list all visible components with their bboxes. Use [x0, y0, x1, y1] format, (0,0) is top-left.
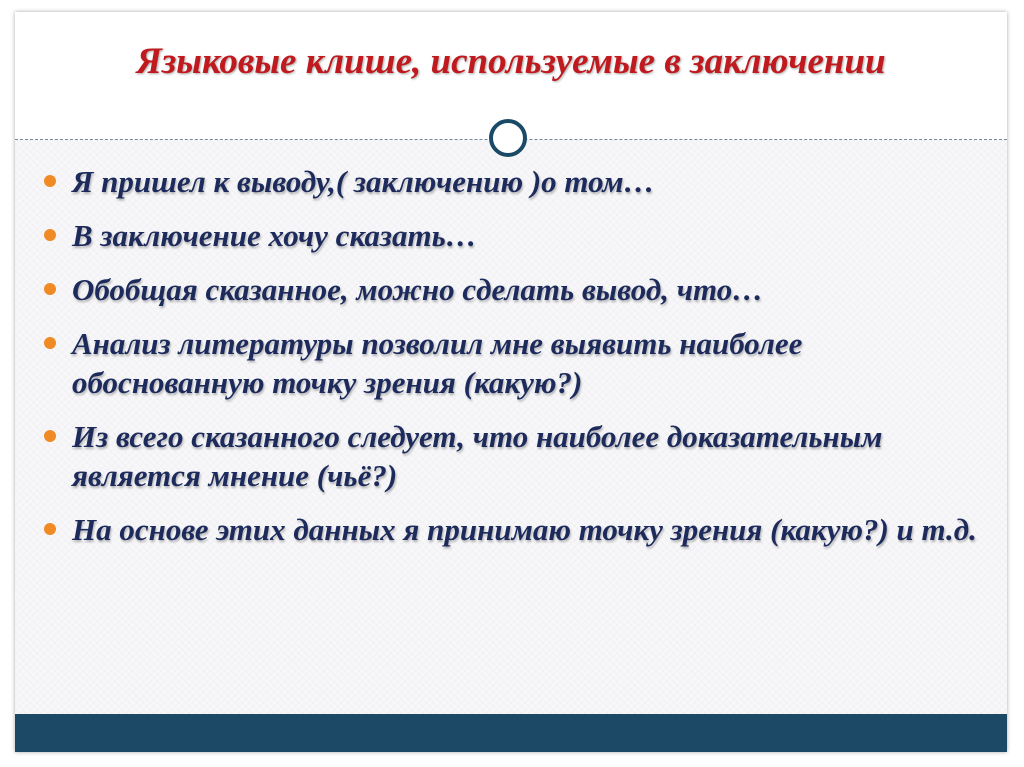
list-item-text: Обобщая сказанное, можно сделать вывод, что… [72, 272, 764, 307]
list-item-text: Я пришел к выводу,( заключению )о том… [72, 164, 655, 199]
list-item-text: Из всего сказанного следует, что наиболее доказательным является мнение (чьё?) [72, 419, 883, 493]
slide [15, 12, 1007, 752]
list-item-text: В заключение хочу сказать… [72, 218, 477, 253]
bullet-dot-icon [44, 523, 56, 535]
list-item [41, 162, 981, 201]
list-item-text: Анализ литературы позволил мне выявить наиболее обоснованную точку зрения (какую?) [72, 326, 803, 400]
bullet-dot-icon [44, 337, 56, 349]
divider-circle-icon [489, 119, 527, 157]
list-item [41, 216, 981, 255]
list-item-text: На основе этих данных я принимаю точку зрения (какую?) и т.д. [72, 512, 977, 547]
bullet-dot-icon [44, 175, 56, 187]
list-item [41, 510, 981, 549]
list-item [41, 270, 981, 309]
list-item [41, 324, 981, 402]
bullet-dot-icon [44, 283, 56, 295]
footer-bar [15, 714, 1007, 752]
bullet-dot-icon [44, 430, 56, 442]
bullet-list [41, 162, 981, 564]
slide-title: Языковые клише, используемые в заключении [136, 41, 886, 82]
bullet-dot-icon [44, 229, 56, 241]
list-item [41, 417, 981, 495]
